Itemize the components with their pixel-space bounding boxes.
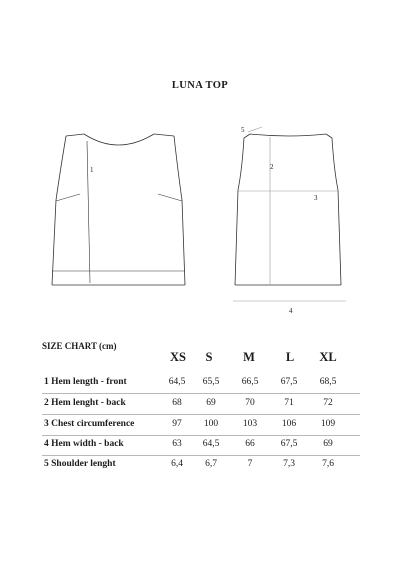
back-view-sketch	[233, 127, 346, 301]
size-header-s: S	[205, 350, 213, 364]
table-cell: 72	[323, 398, 333, 408]
table-cell: 7,6	[322, 459, 334, 469]
table-cell: 67,5	[280, 439, 298, 449]
table-cell: 100	[203, 419, 219, 429]
size-header-l: L	[285, 350, 295, 364]
table-cell: 68	[172, 398, 182, 408]
table-cell: 103	[242, 419, 258, 429]
table-cell: 63	[172, 439, 182, 449]
size-header-xs: XS	[170, 350, 186, 364]
table-cell: 68,5	[319, 377, 337, 387]
row-label-hem-width: 4 Hem width - back	[44, 439, 124, 449]
row-divider	[42, 393, 360, 394]
table-cell: 64,5	[168, 377, 186, 387]
table-cell: 69	[323, 439, 333, 449]
row-label-hem-back: 2 Hem lenght - back	[44, 398, 126, 408]
back-label-5: 5	[241, 126, 245, 134]
table-cell: 6,7	[205, 459, 217, 469]
table-cell: 7	[247, 459, 253, 469]
row-divider	[42, 455, 360, 456]
size-header-m: M	[243, 350, 255, 364]
row-divider	[42, 414, 360, 415]
back-label-4: 4	[289, 307, 293, 315]
back-label-3: 3	[314, 194, 318, 202]
row-divider	[42, 435, 360, 436]
back-label-2: 2	[270, 163, 274, 171]
page-title: LUNA TOP	[171, 80, 229, 91]
front-view-sketch	[52, 134, 185, 285]
table-cell: 65,5	[202, 377, 220, 387]
table-cell: 106	[281, 419, 297, 429]
row-label-hem-front: 1 Hem length - front	[44, 377, 127, 387]
table-cell: 64,5	[202, 439, 220, 449]
row-label-chest: 3 Chest circumference	[44, 419, 135, 429]
table-cell: 71	[284, 398, 294, 408]
table-cell: 69	[206, 398, 216, 408]
table-cell: 66,5	[241, 377, 259, 387]
table-cell: 109	[320, 419, 336, 429]
table-cell: 70	[245, 398, 255, 408]
size-chart-title: SIZE CHART (cm)	[42, 341, 117, 351]
table-cell: 97	[172, 419, 182, 429]
table-cell: 7,3	[283, 459, 295, 469]
size-header-xl: XL	[319, 350, 337, 364]
row-label-shoulder: 5 Shoulder lenght	[44, 459, 116, 469]
table-cell: 67,5	[280, 377, 298, 387]
front-label-1: 1	[90, 166, 94, 174]
table-cell: 6,4	[171, 459, 183, 469]
table-cell: 66	[245, 439, 255, 449]
